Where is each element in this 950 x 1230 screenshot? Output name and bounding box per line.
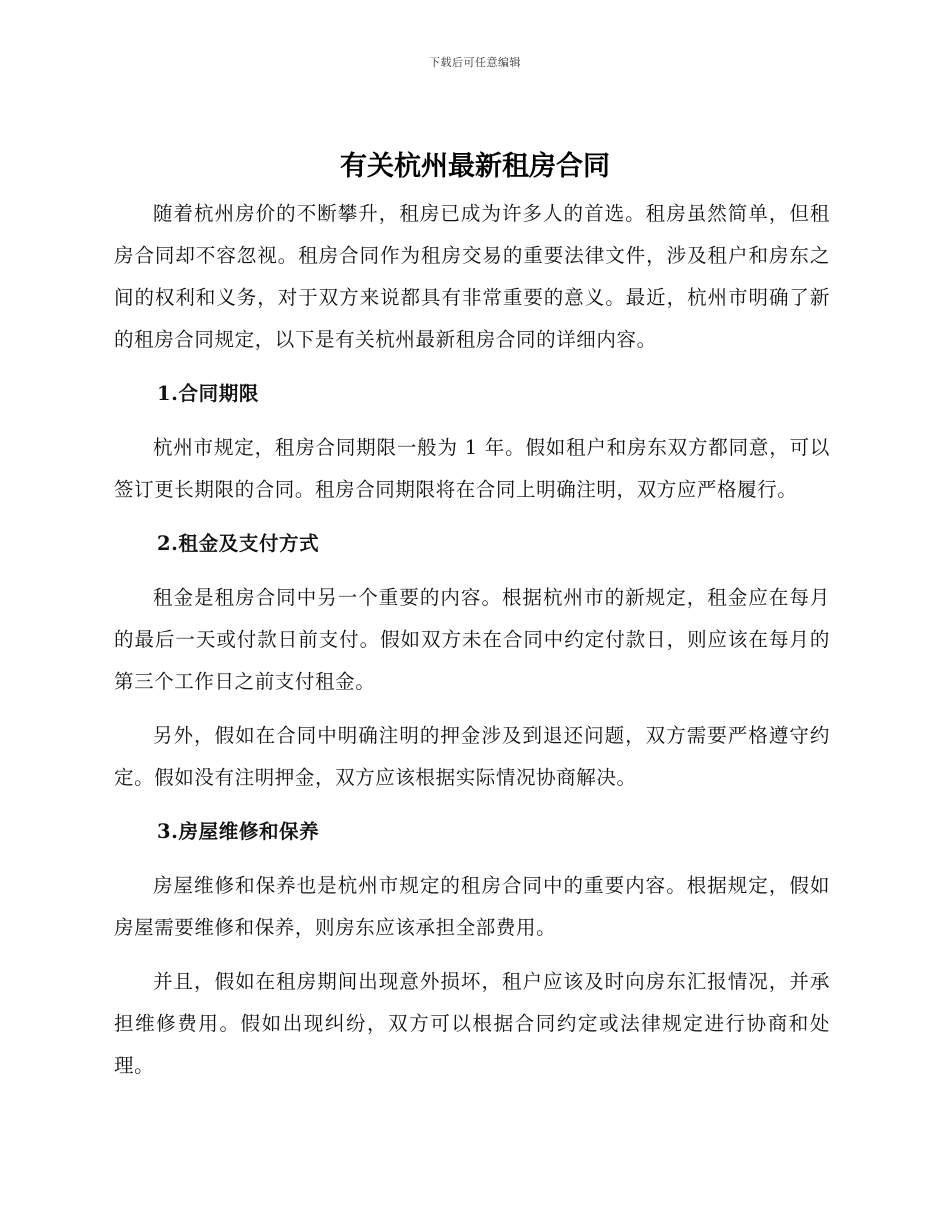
section-heading-term: 1.合同期限 [157,382,259,405]
section-term-paragraph: 杭州市规定，租房合同期限一般为 1 年。假如租户和房东双方都同意，可以签订更长期限的合同。租房合同期限将在合同上明确注明，双方应严格履行。 [114,436,830,501]
section-heading-maintenance: 3.房屋维修和保养 [157,820,320,843]
section-rent-paragraph-2: 另外，假如在合同中明确注明的押金涉及到退还问题，双方需要严格遵守约定。假如没有注明押金，双方应该根据实际情况协商解决。 [114,724,830,789]
section-heading-rent: 2.租金及支付方式 [157,532,320,555]
section-rent-paragraph-1: 租金是租房合同中另一个重要的内容。根据杭州市的新规定，租金应在每月的最后一天或付款日前支付。假如双方未在合同中约定付款日，则应该在每月的第三个工作日之前支付租金。 [114,586,830,693]
intro-paragraph: 随着杭州房价的不断攀升，租房已成为许多人的首选。租房虽然简单，但租房合同却不容忽视。租房合同作为租房交易的重要法律文件，涉及租户和房东之间的权利和义务，对于双方来说都具有非常重要的意义。最近，杭州市明确了新的租房合同规定，以下是有关杭州最新租房合同的详细内容。 [114,202,830,351]
section-maintenance-paragraph-2: 并且，假如在租房期间出现意外损坏，租户应该及时向房东汇报情况，并承担维修费用。假如出现纠纷，双方可以根据合同约定或法律规定进行协商和处理。 [114,970,830,1077]
section-maintenance-paragraph-1: 房屋维修和保养也是杭州市规定的租房合同中的重要内容。根据规定，假如房屋需要维修和保养，则房东应该承担全部费用。 [114,874,830,939]
header-note: 下载后可任意编辑 [429,56,521,69]
document-title: 有关杭州最新租房合同 [340,151,610,182]
document-body [114,193,830,1087]
